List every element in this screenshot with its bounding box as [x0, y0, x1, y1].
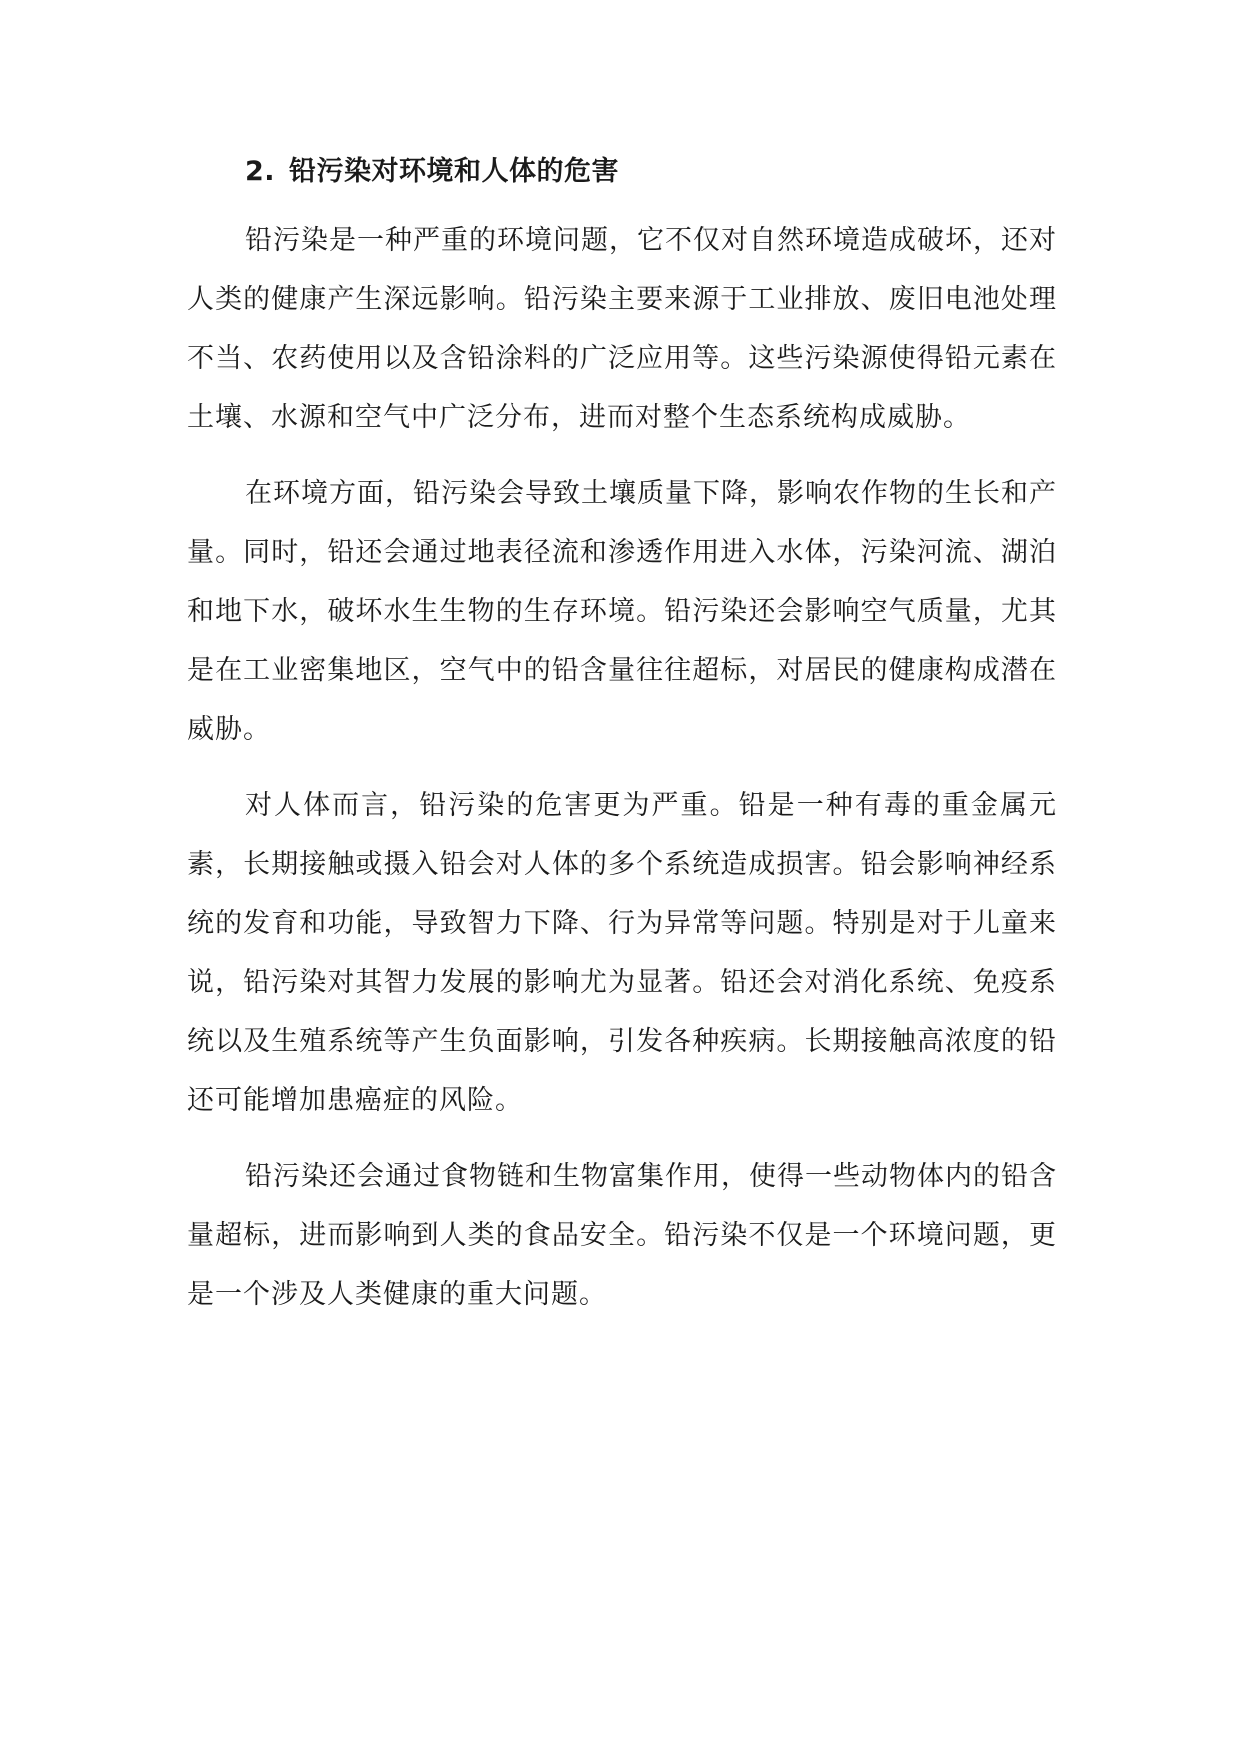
paragraph-food-chain: 铅污染还会通过食物链和生物富集作用，使得一些动物体内的铅含量超标，进而影响到人类的食品安全。铅污染不仅是一个环境问题，更是一个涉及人类健康的重大问题。 [187, 1161, 1057, 1310]
section-heading [245, 150, 1057, 194]
document-body [187, 150, 1057, 1324]
section-number: 2. [245, 156, 276, 187]
paragraph-health-impact: 对人体而言，铅污染的危害更为严重。铅是一种有毒的重金属元素，长期接触或摄入铅会对人体的多个系统造成损害。铅会影响神经系统的发育和功能，导致智力下降、行为异常等问题。特别是对于儿童来说，铅污染对其智力发展的影响尤为显著。铅还会对消化系统、免疫系统以及生殖系统等产生负面影响，引发各种疾病。长期接触高浓度的铅还可能增加患癌症的风险。 [187, 790, 1057, 1116]
paragraph-environmental-impact: 在环境方面，铅污染会导致土壤质量下降，影响农作物的生长和产量。同时，铅还会通过地表径流和渗透作用进入水体，污染河流、湖泊和地下水，破坏水生生物的生存环境。铅污染还会影响空气质量，尤其是在工业密集地区，空气中的铅含量往往超标，对居民的健康构成潜在威胁。 [187, 478, 1057, 745]
paragraph-pollution-overview: 铅污染是一种严重的环境问题，它不仅对自然环境造成破坏，还对人类的健康产生深远影响。铅污染主要来源于工业排放、废旧电池处理不当、农药使用以及含铅涂料的广泛应用等。这些污染源使得铅元素在土壤、水源和空气中广泛分布，进而对整个生态系统构成威胁。 [187, 225, 1057, 433]
section-title: 铅污染对环境和人体的危害 [289, 156, 620, 187]
